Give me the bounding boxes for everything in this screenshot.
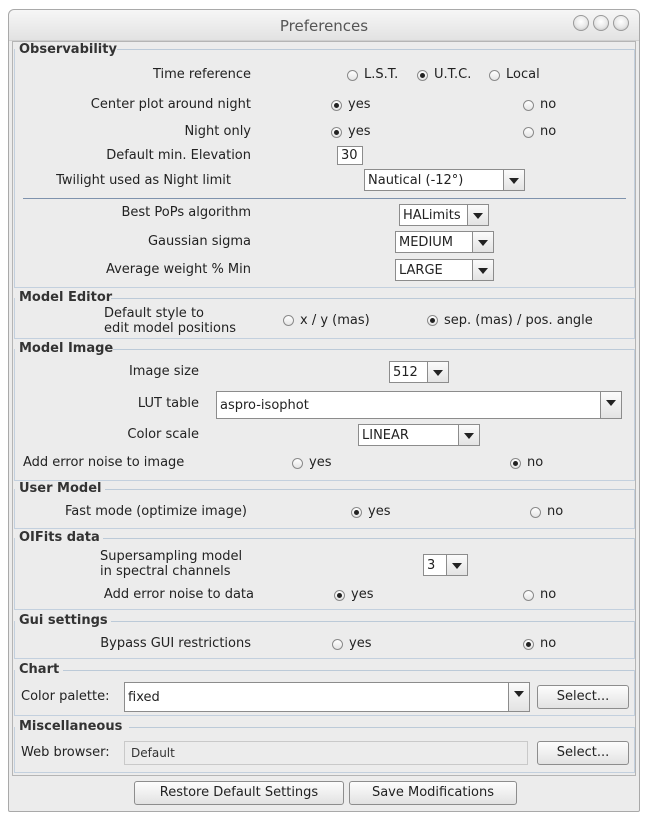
misc-section-title: Miscellaneous: [19, 719, 123, 734]
lut-table-value: aspro-isophot: [220, 398, 309, 413]
center-plot-yes-radio[interactable]: [331, 100, 342, 111]
average-weight-label: Average weight % Min: [105, 262, 251, 277]
min-elevation-input[interactable]: 30: [337, 146, 363, 165]
center-plot-no-radio[interactable]: [523, 100, 534, 111]
maximize-button[interactable]: [593, 15, 609, 31]
image-size-select[interactable]: [389, 361, 449, 383]
average-weight-select[interactable]: [395, 259, 494, 281]
model-style-label-line1: Default style to: [104, 306, 204, 321]
supersampling-value: 3: [427, 558, 436, 573]
save-modifications-button[interactable]: Save Modifications: [349, 781, 517, 805]
average-weight-value: LARGE: [399, 263, 443, 278]
data-noise-no-label: no: [540, 587, 557, 602]
time-ref-local-label: Local: [506, 67, 540, 82]
bypass-gui-no-label: no: [540, 636, 557, 651]
fast-mode-label: Fast mode (optimize image): [64, 504, 247, 519]
bypass-gui-yes-label: yes: [349, 636, 372, 651]
oifits-section-title: OIFits data: [19, 530, 100, 545]
chart-section-title: Chart: [19, 662, 60, 677]
fast-mode-no-radio[interactable]: [530, 507, 541, 518]
image-noise-no-label: no: [527, 455, 544, 470]
time-reference-label: Time reference: [152, 67, 251, 82]
model-editor-section-title: Model Editor: [19, 290, 113, 305]
fast-mode-yes-label: yes: [368, 504, 391, 519]
image-size-label: Image size: [128, 364, 199, 379]
chevron-down-icon[interactable]: [472, 260, 493, 280]
chevron-down-icon[interactable]: [508, 683, 529, 711]
bypass-gui-no-radio[interactable]: [523, 639, 534, 650]
image-size-value: 512: [393, 365, 418, 380]
time-ref-utc-radio[interactable]: [417, 70, 428, 81]
observability-separator: [23, 198, 626, 199]
preferences-panel: [12, 41, 636, 776]
web-browser-field: Default: [124, 741, 528, 765]
preferences-window: [8, 9, 640, 812]
data-noise-label: Add error noise to data: [103, 587, 254, 602]
color-palette-label: Color palette:: [21, 689, 110, 704]
close-button[interactable]: [613, 15, 629, 31]
twilight-value: Nautical (-12°): [368, 173, 464, 188]
center-plot-no-label: no: [540, 97, 557, 112]
center-plot-yes-label: yes: [348, 97, 371, 112]
time-ref-utc-label: U.T.C.: [434, 67, 472, 82]
min-elevation-label: Default min. Elevation: [106, 148, 251, 163]
bypass-gui-yes-radio[interactable]: [332, 639, 343, 650]
image-noise-no-radio[interactable]: [510, 458, 521, 469]
chevron-down-icon[interactable]: [467, 205, 488, 225]
model-image-section-title: Model Image: [19, 341, 114, 356]
night-only-yes-radio[interactable]: [331, 127, 342, 138]
minimize-button[interactable]: [573, 15, 589, 31]
time-ref-local-radio[interactable]: [489, 70, 500, 81]
best-pops-label: Best PoPs algorithm: [121, 205, 251, 220]
data-noise-yes-radio[interactable]: [334, 590, 345, 601]
model-style-sep-radio[interactable]: [427, 315, 438, 326]
center-plot-label: Center plot around night: [90, 97, 251, 112]
supersampling-label-line1: Supersampling model: [100, 549, 243, 564]
color-scale-select[interactable]: [358, 424, 480, 446]
time-ref-lst-radio[interactable]: [347, 70, 358, 81]
image-noise-label: Add error noise to image: [23, 455, 185, 470]
night-only-yes-label: yes: [348, 124, 371, 139]
time-ref-lst-label: L.S.T.: [364, 67, 399, 82]
gaussian-sigma-label: Gaussian sigma: [147, 234, 251, 249]
color-scale-label: Color scale: [127, 427, 199, 442]
supersampling-label-line2: in spectral channels: [100, 564, 231, 579]
fast-mode-yes-radio[interactable]: [351, 507, 362, 518]
gaussian-sigma-select[interactable]: [395, 231, 494, 253]
model-style-xy-radio[interactable]: [283, 315, 294, 326]
best-pops-select[interactable]: [399, 204, 489, 226]
model-style-label-line2: edit model positions: [104, 321, 236, 336]
twilight-select[interactable]: [364, 169, 525, 191]
model-style-sep-label: sep. (mas) / pos. angle: [444, 313, 593, 328]
night-only-no-radio[interactable]: [523, 127, 534, 138]
image-noise-yes-label: yes: [309, 455, 332, 470]
gaussian-sigma-value: MEDIUM: [399, 235, 454, 250]
data-noise-yes-label: yes: [351, 587, 374, 602]
fast-mode-no-label: no: [547, 504, 564, 519]
user-model-section-title: User Model: [19, 481, 102, 496]
lut-table-select[interactable]: [216, 391, 622, 419]
color-palette-select[interactable]: [124, 682, 530, 712]
lut-table-label: LUT table: [137, 396, 199, 411]
best-pops-value: HALimits: [403, 208, 461, 223]
twilight-label: Twilight used as Night limit: [56, 173, 231, 188]
window-title: Preferences: [279, 17, 369, 35]
browser-select-button[interactable]: Select...: [537, 741, 629, 765]
chevron-down-icon[interactable]: [472, 232, 493, 252]
chevron-down-icon[interactable]: [600, 392, 621, 418]
night-only-label: Night only: [184, 124, 251, 139]
image-noise-yes-radio[interactable]: [292, 458, 303, 469]
chevron-down-icon[interactable]: [503, 170, 524, 190]
chevron-down-icon[interactable]: [427, 362, 448, 382]
title-bar: [9, 10, 639, 41]
bypass-gui-label: Bypass GUI restrictions: [100, 636, 251, 651]
data-noise-no-radio[interactable]: [523, 590, 534, 601]
observability-section-title: Observability: [19, 42, 117, 57]
palette-select-button[interactable]: Select...: [537, 685, 629, 709]
color-scale-value: LINEAR: [362, 428, 409, 443]
web-browser-label: Web browser:: [21, 745, 110, 760]
chevron-down-icon[interactable]: [446, 555, 467, 575]
chevron-down-icon[interactable]: [458, 425, 479, 445]
observability-frame: [14, 49, 635, 288]
model-style-xy-label: x / y (mas): [300, 313, 370, 328]
color-palette-value: fixed: [128, 690, 160, 705]
night-only-no-label: no: [540, 124, 557, 139]
restore-defaults-button[interactable]: Restore Default Settings: [134, 781, 344, 805]
gui-section-title: Gui settings: [19, 613, 108, 628]
supersampling-select[interactable]: [423, 554, 468, 576]
